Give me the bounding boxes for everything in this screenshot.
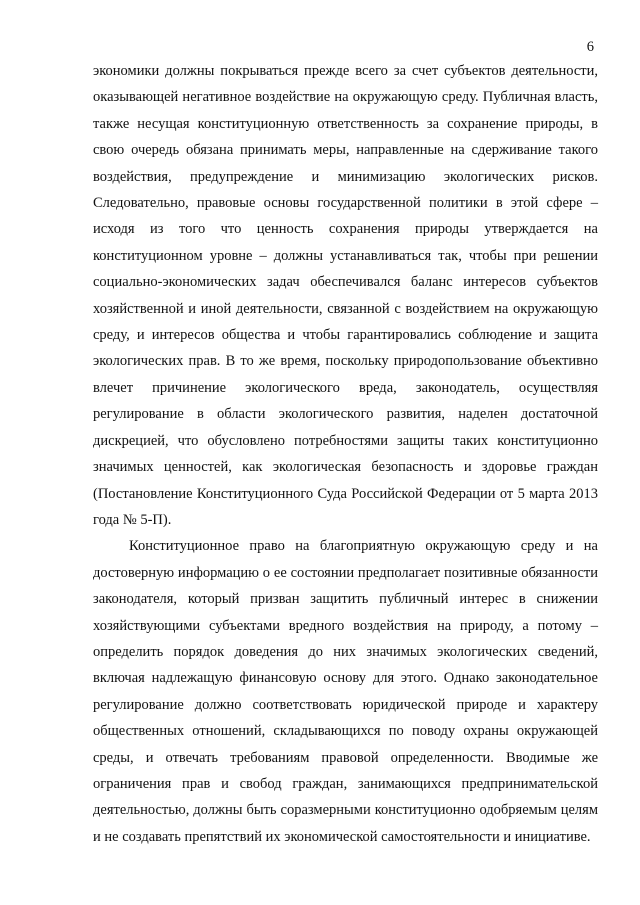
page-number: 6 [586, 39, 594, 55]
paragraph-continuation: экономики должны покрываться прежде всего за счет субъектов деятельности, оказывающей негативное воздействие на окружающую среду. Публичная власть, также несущая конституционную ответственность за сохранение природы, в свою очередь обязана принимать меры, направленные на сдерживание такого воздействия, предупреждение и минимизацию экологических рисков. Следовательно, правовые основы государственной политики в этой сфере – исходя из того что ценность сохранения природы утверждается на конституционном уровне – должны устанавливаться так, чтобы при решении социально-экономических задач обеспечивался баланс интересов субъектов хозяйственной и иной деятельности, связанной с воздействием на окружающую среду, и интересов общества и чтобы гарантировались соблюдение и защита экологических прав. В то же время, поскольку природопользование объективно влечет причинение экологического вреда, законодатель, осуществляя регулирование в области экологического развития, наделен достаточной дискрецией, что обусловлено потребностями защиты таких конституционно значимых ценностей, как экологическая безопасность и здоровье граждан (Постановление Конституционного Суда Российской Федерации от 5 марта 2013 года № 5-П). [93, 63, 598, 528]
document-body [93, 58, 598, 850]
paragraph-constitutional-right: Конституционное право на благоприятную окружающую среду и на достоверную информацию о ее состоянии предполагает позитивные обязанности законодателя, который призван защитить публичный интерес в снижении хозяйствующими субъектами вредного воздействия на природу, а потому – определить порядок доведения до них значимых экологических сведений, включая надлежащую финансовую основу для этого. Однако законодательное регулирование должно соответствовать юридической природе и характеру общественных отношений, складывающихся по поводу охраны окружающей среды, и отвечать требованиям правовой определенности. Вводимые же ограничения прав и свобод граждан, занимающихся предпринимательской деятельностью, должны быть соразмерными конституционно одобряемым целям и не создавать препятствий их экономической самостоятельности и инициативе. [93, 538, 598, 845]
